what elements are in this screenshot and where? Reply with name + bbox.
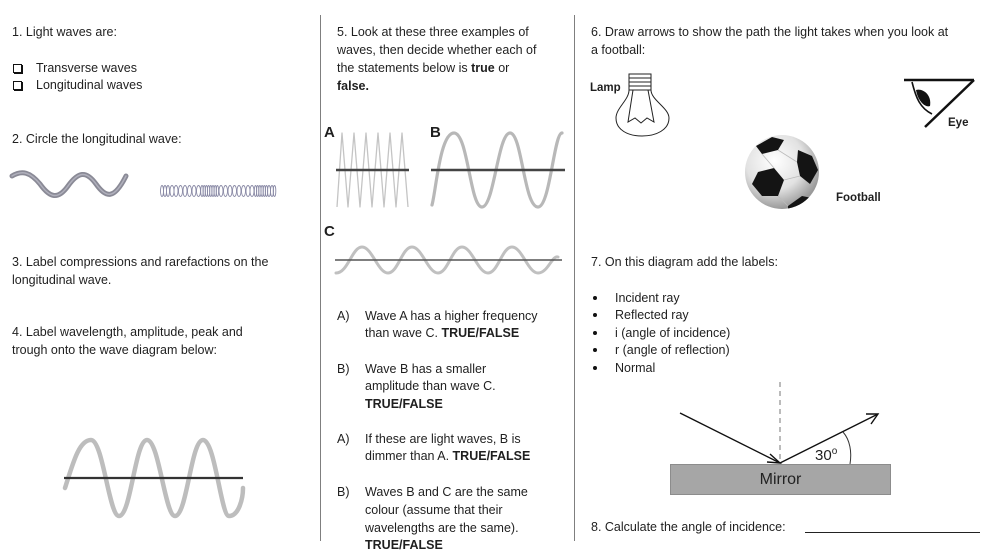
angle-arc (843, 432, 851, 464)
statement-marker: B) (337, 362, 350, 376)
q5-line2: waves, then decide whether each of (337, 43, 537, 57)
wave-c-label: C (324, 223, 335, 240)
bullet-icon (593, 331, 597, 335)
option-label: Transverse waves (36, 61, 137, 75)
statement-marker: B) (337, 485, 350, 499)
statement-line: If these are light waves, B is (365, 432, 521, 446)
q4-line2: trough onto the wave diagram below: (12, 343, 217, 357)
transverse-wave-image[interactable] (12, 168, 128, 204)
statement-line: wavelengths are the same). (365, 521, 519, 535)
true-false-answer[interactable]: TRUE/FALSE (452, 449, 531, 463)
list-item: Reflected ray (615, 308, 689, 322)
q4-wave-diagram (63, 438, 245, 518)
checkbox-icon[interactable] (13, 64, 22, 73)
q7-text: 7. On this diagram add the labels: (591, 255, 778, 269)
football-image (744, 134, 820, 210)
statement-marker: A) (337, 309, 350, 323)
column-divider-right (574, 15, 575, 541)
list-item: Incident ray (615, 291, 680, 305)
lamp-label: Lamp (590, 82, 621, 94)
bullet-icon (593, 348, 597, 352)
q1-text: 1. Light waves are: (12, 25, 117, 39)
q6-line2: a football: (591, 43, 646, 57)
false-keyword: false. (337, 79, 369, 93)
statement-line: amplitude than wave C. (365, 379, 496, 393)
angle-label (815, 443, 837, 465)
q1-option-longitudinal[interactable] (13, 76, 142, 94)
q1-option-transverse[interactable] (13, 59, 137, 77)
angle-value: 30 (815, 447, 832, 464)
bullet-icon (593, 296, 597, 300)
column-divider-left (320, 15, 321, 541)
q3-line1: 3. Label compressions and rarefactions on the (12, 255, 269, 269)
q6-line1: 6. Draw arrows to show the path the light takes when you look at (591, 25, 949, 39)
wave-b-image (430, 131, 566, 209)
statement-marker: A) (337, 432, 350, 446)
q2-text: 2. Circle the longitudinal wave: (12, 132, 182, 146)
list-item: i (angle of incidence) (615, 326, 731, 340)
wave-b-label: B (430, 124, 441, 141)
true-false-answer[interactable]: TRUE/FALSE (441, 326, 520, 340)
reflection-diagram (670, 378, 900, 468)
statement-line: Wave A has a higher frequency (365, 309, 538, 323)
bullet-icon (593, 313, 597, 317)
football-label: Football (836, 192, 881, 204)
q4-line1: 4. Label wavelength, amplitude, peak and (12, 325, 243, 339)
checkbox-icon[interactable] (13, 81, 22, 90)
true-false-answer[interactable]: TRUE/FALSE (365, 538, 443, 552)
wave-c-image (334, 245, 564, 277)
answer-blank-input[interactable] (805, 532, 980, 533)
longitudinal-spring-wave-image[interactable] (160, 184, 276, 198)
mirror: Mirror (670, 464, 891, 495)
statement-line: Wave B has a smaller (365, 362, 487, 376)
q5-line3 (337, 59, 509, 77)
wave-a-label: A (324, 124, 335, 141)
eye-label: Eye (948, 117, 969, 129)
statement-line: colour (assume that their (365, 503, 503, 517)
lamp-bulb-icon (614, 72, 672, 138)
true-keyword: true (471, 61, 495, 75)
statement-line-with-answer (365, 324, 519, 342)
q8-text: 8. Calculate the angle of incidence: (591, 520, 786, 534)
degree-symbol: o (831, 446, 838, 457)
list-item: Normal (615, 361, 656, 375)
statement-line-with-answer (365, 447, 530, 465)
list-item: r (angle of reflection) (615, 343, 730, 357)
bullet-icon (593, 366, 597, 370)
statement-line: than wave C. (365, 326, 442, 340)
statement-line: Waves B and C are the same (365, 485, 528, 499)
q5-line1: 5. Look at these three examples of (337, 25, 529, 39)
q5-line3-prefix: the statements below is (337, 61, 472, 75)
incident-ray (680, 413, 780, 463)
q3-line2: longitudinal wave. (12, 273, 112, 287)
true-false-answer[interactable]: TRUE/FALSE (365, 397, 443, 411)
wave-a-image (336, 131, 410, 209)
q5-line3-suffix: or (494, 61, 510, 75)
statement-line: dimmer than A. (365, 449, 453, 463)
option-label: Longitudinal waves (36, 78, 143, 92)
